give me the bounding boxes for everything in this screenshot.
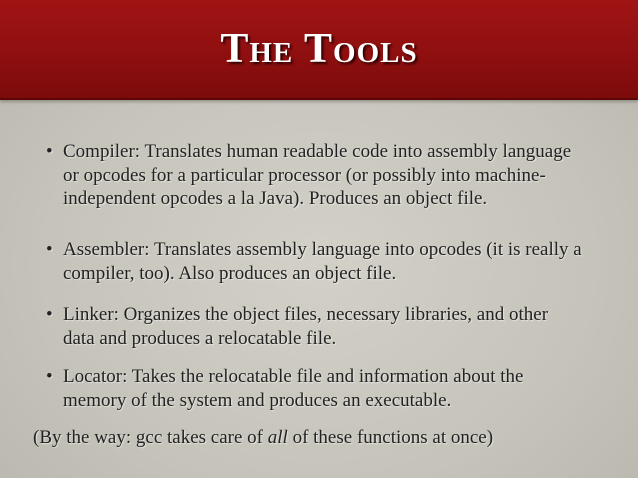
bullet-locator: Locator: Takes the relocatable file and information about the memory of the system and produces an executable. [63, 366, 524, 411]
bullet-marker: • [46, 304, 53, 325]
bullet-marker: • [46, 141, 53, 162]
bullet-marker: • [46, 366, 53, 387]
footnote [33, 426, 613, 450]
bullet-compiler: Compiler: Translates human readable code into assembly language or opcodes for a particular processor (or possibly into machine-independent opcodes a la Java). Produces an object file. [63, 141, 572, 209]
bullet-marker: • [46, 239, 53, 260]
bullet-linker: Linker: Organizes the object files, necessary libraries, and other data and produces a relocatable file. [63, 304, 549, 349]
footnote-emphasis: all [267, 427, 288, 448]
footnote-after: of these functions at once) [287, 427, 494, 448]
slide-title: The Tools [220, 26, 418, 72]
bullet-assembler: Assembler: Translates assembly language into opcodes (it is really a compiler, too). Also produces an object file. [63, 239, 582, 284]
footnote-before: (By the way: gcc takes care of [33, 427, 268, 448]
